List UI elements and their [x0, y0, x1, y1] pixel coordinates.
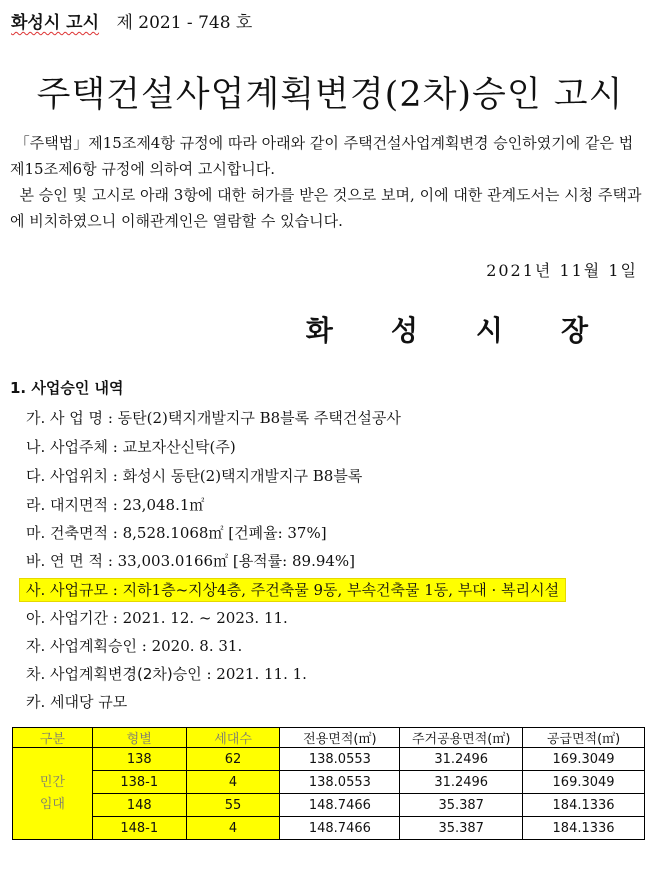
list-item: 아. 사업기간 : 2021. 12. ~ 2023. 11. [26, 609, 288, 627]
type-cell: 138-1 [92, 771, 186, 794]
notice-date: 2021년 11월 1일 [486, 261, 638, 280]
section-heading: 1. 사업승인 내역 [10, 379, 124, 397]
issuer-mayor: 화성시장 [305, 314, 646, 347]
list-item: 가. 사 업 명 : 동탄(2)택지개발지구 B8블록 주택건설공사 [26, 409, 401, 427]
common-cell: 31.2496 [400, 771, 523, 794]
supply-cell: 169.3049 [523, 748, 645, 771]
category-cell: 민간 임대 [13, 748, 93, 840]
common-cell: 35.387 [400, 817, 523, 840]
body-paragraph-2: 본 승인 및 고시로 아래 3항에 대한 허가를 받은 것으로 보며, 이에 대한 관계도서는 시청 주택과에 비치하였으니 이해관계인은 열람할 수 있습니다. [10, 186, 642, 230]
list-item: 마. 건축면적 : 8,528.1068㎡ [건폐율: 37%] [26, 524, 327, 542]
table-row [13, 771, 645, 794]
table-row [13, 817, 645, 840]
households-cell: 55 [186, 794, 280, 817]
households-cell: 4 [186, 771, 280, 794]
list-item: 다. 사업위치 : 화성시 동탄(2)택지개발지구 B8블록 [26, 467, 363, 485]
exclusive-cell: 148.7466 [280, 817, 400, 840]
type-cell: 138 [92, 748, 186, 771]
list-item: 자. 사업계획승인 : 2020. 8. 31. [26, 637, 243, 655]
type-cell: 148 [92, 794, 186, 817]
supply-cell: 184.1336 [523, 817, 645, 840]
list-item: 라. 대지면적 : 23,048.1㎡ [26, 496, 205, 514]
table-row [13, 748, 645, 771]
exclusive-cell: 148.7466 [280, 794, 400, 817]
list-item-highlighted: 사. 사업규모 : 지하1층~지상4층, 주건축물 9동, 부속건축물 1동, 부대 · 복리시설 [26, 579, 565, 600]
exclusive-cell: 138.0553 [280, 771, 400, 794]
table-header-row [13, 728, 645, 748]
households-cell: 4 [186, 817, 280, 840]
body-paragraph-1: 「주택법」제15조제4항 규정에 따라 아래와 같이 주택건설사업계획변경 승인하였기에 같은 법 제15조제6항 규정에 의하여 고시합니다. [10, 134, 634, 178]
table-row [13, 794, 645, 817]
col-header-category: 구분 [13, 728, 93, 748]
page-title: 주택건설사업계획변경(2차)승인 고시 [36, 75, 624, 115]
common-cell: 31.2496 [400, 748, 523, 771]
col-header-exclusive-area: 전용면적(㎡) [280, 728, 400, 748]
notice-number-line [11, 8, 252, 33]
households-cell: 62 [186, 748, 280, 771]
list-item: 바. 연 면 적 : 33,003.0166㎡ [용적률: 89.94%] [26, 552, 356, 570]
supply-cell: 169.3049 [523, 771, 645, 794]
common-cell: 35.387 [400, 794, 523, 817]
supply-cell: 184.1336 [523, 794, 645, 817]
notice-number: 제 2021 - 748 호 [116, 13, 253, 33]
list-item: 나. 사업주체 : 교보자산신탁(주) [26, 438, 236, 456]
col-header-households: 세대수 [186, 728, 280, 748]
type-cell: 148-1 [92, 817, 186, 840]
col-header-supply-area: 공급면적(㎡) [523, 728, 645, 748]
col-header-common-area: 주거공용면적(㎡) [400, 728, 523, 748]
exclusive-cell: 138.0553 [280, 748, 400, 771]
list-item: 차. 사업계획변경(2차)승인 : 2021. 11. 1. [26, 665, 307, 683]
list-item: 카. 세대당 규모 [26, 693, 128, 711]
units-table [12, 727, 645, 840]
col-header-type: 형별 [92, 728, 186, 748]
notice-org: 화성시 고시 [11, 13, 100, 33]
